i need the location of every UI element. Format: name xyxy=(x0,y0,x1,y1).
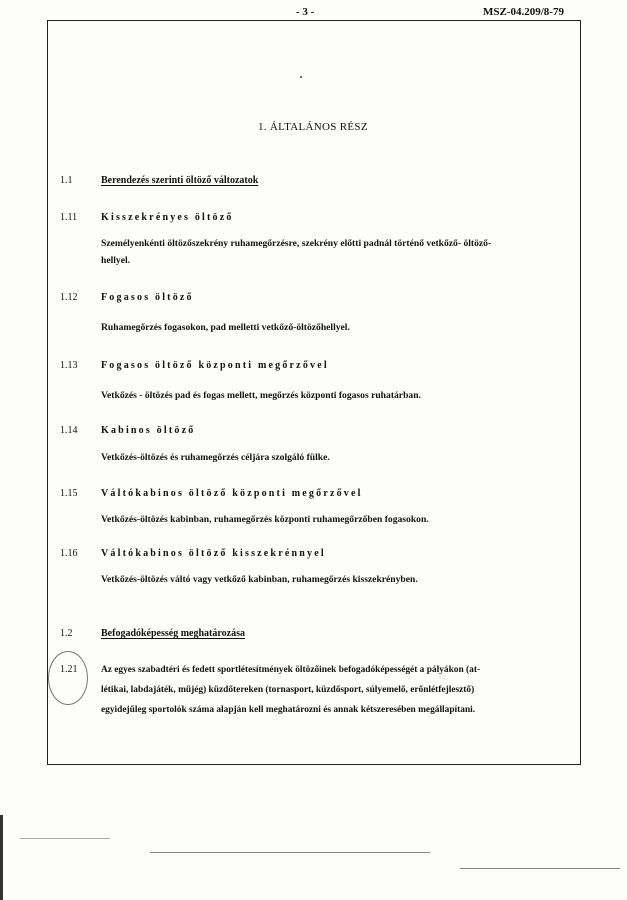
standard-code: MSZ-04.209/8-79 xyxy=(483,6,564,18)
section-heading-1-2: Befogadóképesség meghatározása xyxy=(101,628,245,639)
section-number-1-13: 1.13 xyxy=(60,360,78,371)
section-number-1-2: 1.2 xyxy=(60,628,73,639)
section-text-1-16: Vetkőzés-öltözés váltó vagy vetkőző kabinban, ruhamegőrzés kisszekrényben. xyxy=(101,574,418,585)
section-text-1-13: Vetkőzés - öltözés pad és fogas mellett, megőrzés központi fogasos ruhatárban. xyxy=(101,390,421,401)
scan-streak xyxy=(20,838,110,839)
scan-speck xyxy=(300,76,302,78)
section-heading-1-15: Váltókabinos öltöző központi megőrzővel xyxy=(101,488,363,499)
section-text-1-15: Vetkőzés-öltözés kabinban, ruhamegőrzés központi ruhamegőrzőben fogasokon. xyxy=(101,514,429,525)
section-heading-1-16: Váltókabinos öltöző kisszekrénnyel xyxy=(101,548,326,559)
page-number: - 3 - xyxy=(296,6,315,18)
section-number-1-15: 1.15 xyxy=(60,488,78,499)
section-text-1-21-line2: létikai, labdajáték, műjég) küzdőtereken (tornasport, küzdősport, súlyemelő, erőnlétfejlesztő) xyxy=(101,685,475,695)
section-number-1-1: 1.1 xyxy=(60,175,73,186)
section-text-1-21-line1: Az egyes szabadtéri és fedett sportlétesítmények öltözőinek befogadóképességét a pályákon (at- xyxy=(101,665,481,675)
section-number-1-14: 1.14 xyxy=(60,425,78,436)
section-number-1-16: 1.16 xyxy=(60,548,78,559)
section-number-1-12: 1.12 xyxy=(60,292,78,303)
section-heading-1-12: Fogasos öltöző xyxy=(101,292,194,303)
section-text-1-21-line3: egyidejűleg sportolók száma alapján kell meghatározni és annak kétszeresében megállapítani. xyxy=(101,705,476,715)
section-text-1-11-line1: Személyenkénti öltözőszekrény ruhamegőrzésre, szekrény előtti padnál történő vetkőző- öltöző- xyxy=(101,238,492,249)
handwritten-circle xyxy=(48,651,88,705)
section-text-1-12: Ruhamegőrzés fogasokon, pad melletti vetkőző-öltözőhellyel. xyxy=(101,322,350,333)
scan-streak xyxy=(150,852,430,853)
section-text-1-11-line2: hellyel. xyxy=(101,255,131,266)
section-text-1-14: Vetkőzés-öltözés és ruhamegőrzés céljára szolgáló fülke. xyxy=(101,452,330,463)
section-heading-1-14: Kabinos öltöző xyxy=(101,425,196,436)
scan-streak xyxy=(460,868,620,869)
section-number-1-11: 1.11 xyxy=(60,212,78,223)
section-number-1-21: 1.21 xyxy=(60,664,78,675)
section-heading-1-13: Fogasos öltöző központi megőrzővel xyxy=(101,360,329,371)
section-heading-1-1: Berendezés szerinti öltöző változatok xyxy=(101,175,259,186)
section-heading-1-11: Kisszekrényes öltöző xyxy=(101,212,234,223)
scan-edge-shadow xyxy=(0,815,3,900)
page-title: 1. ÁLTALÁNOS RÉSZ xyxy=(258,121,368,133)
